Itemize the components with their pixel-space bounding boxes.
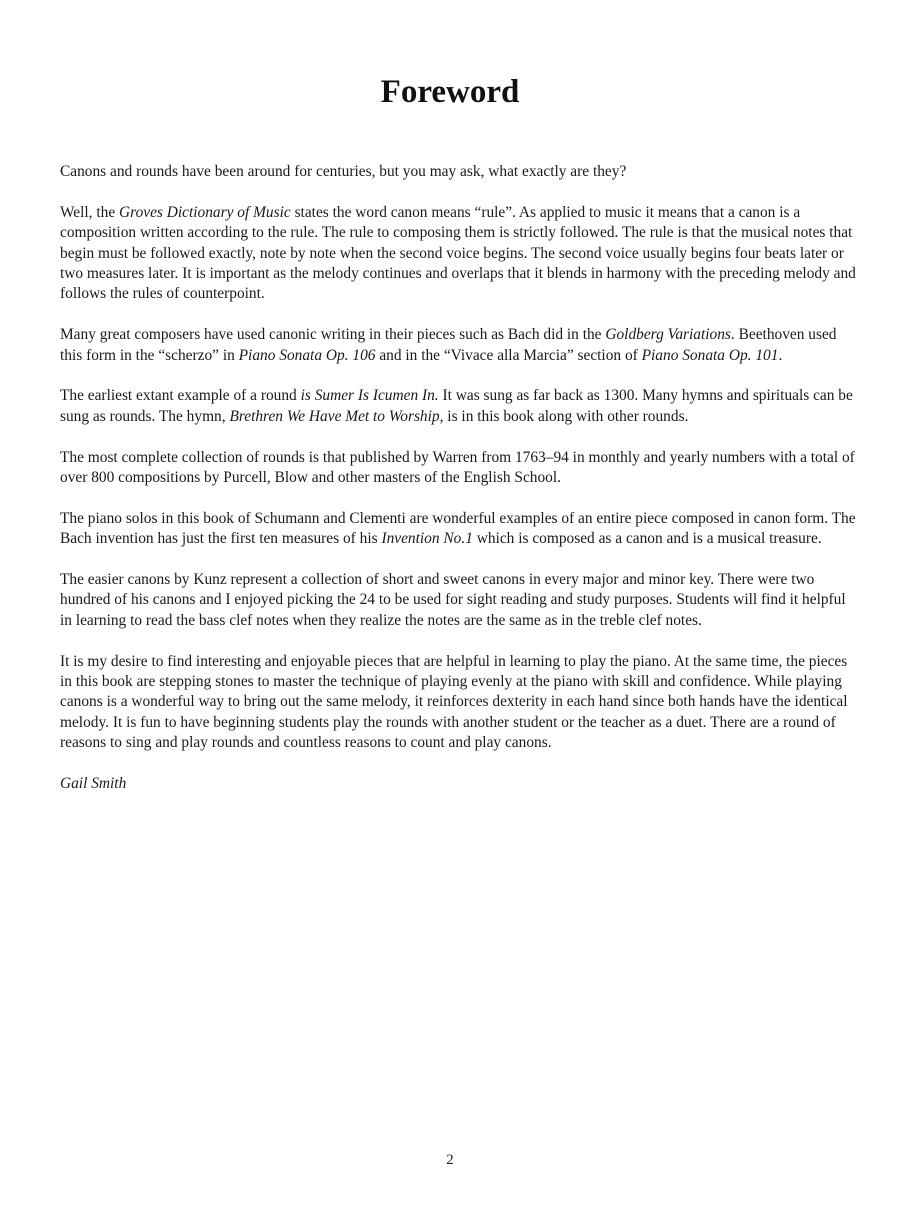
paragraph-desire [60, 652, 856, 754]
work-title-italic: Brethren We Have Met to Worship, [229, 407, 444, 425]
paragraph-text: and in the “Vivace alla Marcia” section of [375, 346, 642, 364]
paragraph-text: states the word canon means “rule”. As applied to music it means that a canon is a composition written according to the rule. The rule to composing them is strictly followed. The rule is that the musical notes that begin must be followed exactly, note by note when the second voice begins. The second voice usually begins four beats later or two measures later. It is important as the melody continues and overlaps that it blends in harmony with the preceding melody and follows the rules of counterpoint. [60, 203, 856, 303]
paragraph-kunz-canons [60, 570, 856, 631]
paragraph-text: which is composed as a canon and is a musical treasure. [472, 530, 822, 548]
paragraph-text: . [778, 346, 783, 364]
work-title-italic: Goldberg Variations [605, 326, 731, 344]
book-title-italic: Groves Dictionary of Music [119, 203, 291, 221]
paragraph-text: The earliest extant example of a round [60, 387, 301, 405]
page-title: Foreword [380, 74, 520, 110]
foreword-body [60, 162, 856, 815]
paragraph-text: It is my desire to find interesting and enjoyable pieces that are helpful in learning to play the piano. At the same time, the pieces in this book are stepping stones to master the technique of playing evenly at the piano with skill and confidence. While playing canons is a wonderful way to bring out the same melody, it reinforces dexterity in each hand since both hands have the identical melody. It is fun to have beginning students play the rounds with another student or the teacher as a duet. There are a round of reasons to sing and play rounds and countless reasons to count and play canons. [60, 652, 848, 752]
paragraph-text: It was sung as far back as 1300. Many hymns and spirituals can be sung as rounds. The hymn, [60, 387, 853, 425]
paragraph-text: Canons and rounds have been around for centuries, but you may ask, what exactly are they? [60, 163, 627, 180]
paragraph-earliest-round [60, 386, 856, 427]
paragraph-text: The piano solos in this book of Schumann and Clementi are wonderful examples of an entire piece composed in canon form. The Bach invention has just the first ten measures of his [60, 509, 856, 548]
paragraph-text: The easier canons by Kunz represent a collection of short and sweet canons in every major and minor key. There were two hundred of his canons and I enjoyed picking the 24 to be used for sight reading and study purposes. Students will find it helpful in learning to read the bass clef notes when they realize the notes are the same as in the treble clef notes. [60, 571, 846, 629]
paragraph-composers [60, 325, 856, 366]
work-title-italic: Piano Sonata Op. 101 [641, 346, 779, 364]
paragraph-text: is in this book along with other rounds. [443, 407, 689, 425]
page-number: 2 [446, 1152, 454, 1168]
paragraph-piano-solos [60, 509, 856, 550]
paragraph-text: . Beethoven used this form in the “scherzo” in [60, 326, 837, 364]
paragraph-canon-definition [60, 203, 856, 305]
work-title-italic: is Sumer Is Icumen In. [300, 387, 439, 405]
paragraph-text: Many great composers have used canonic writing in their pieces such as Bach did in the [60, 326, 606, 344]
paragraph-text: Well, the [60, 203, 120, 221]
paragraph-intro [60, 162, 856, 182]
paragraph-collection [60, 448, 856, 489]
work-title-italic: Piano Sonata Op. 106 [238, 346, 376, 364]
paragraph-text: The most complete collection of rounds is that published by Warren from 1763–94 in monthly and yearly numbers with a total of over 800 compositions by Purcell, Blow and other masters of the English School. [60, 448, 855, 487]
work-title-italic: Invention No.1 [381, 530, 473, 548]
author-signature: Gail Smith [60, 775, 127, 793]
